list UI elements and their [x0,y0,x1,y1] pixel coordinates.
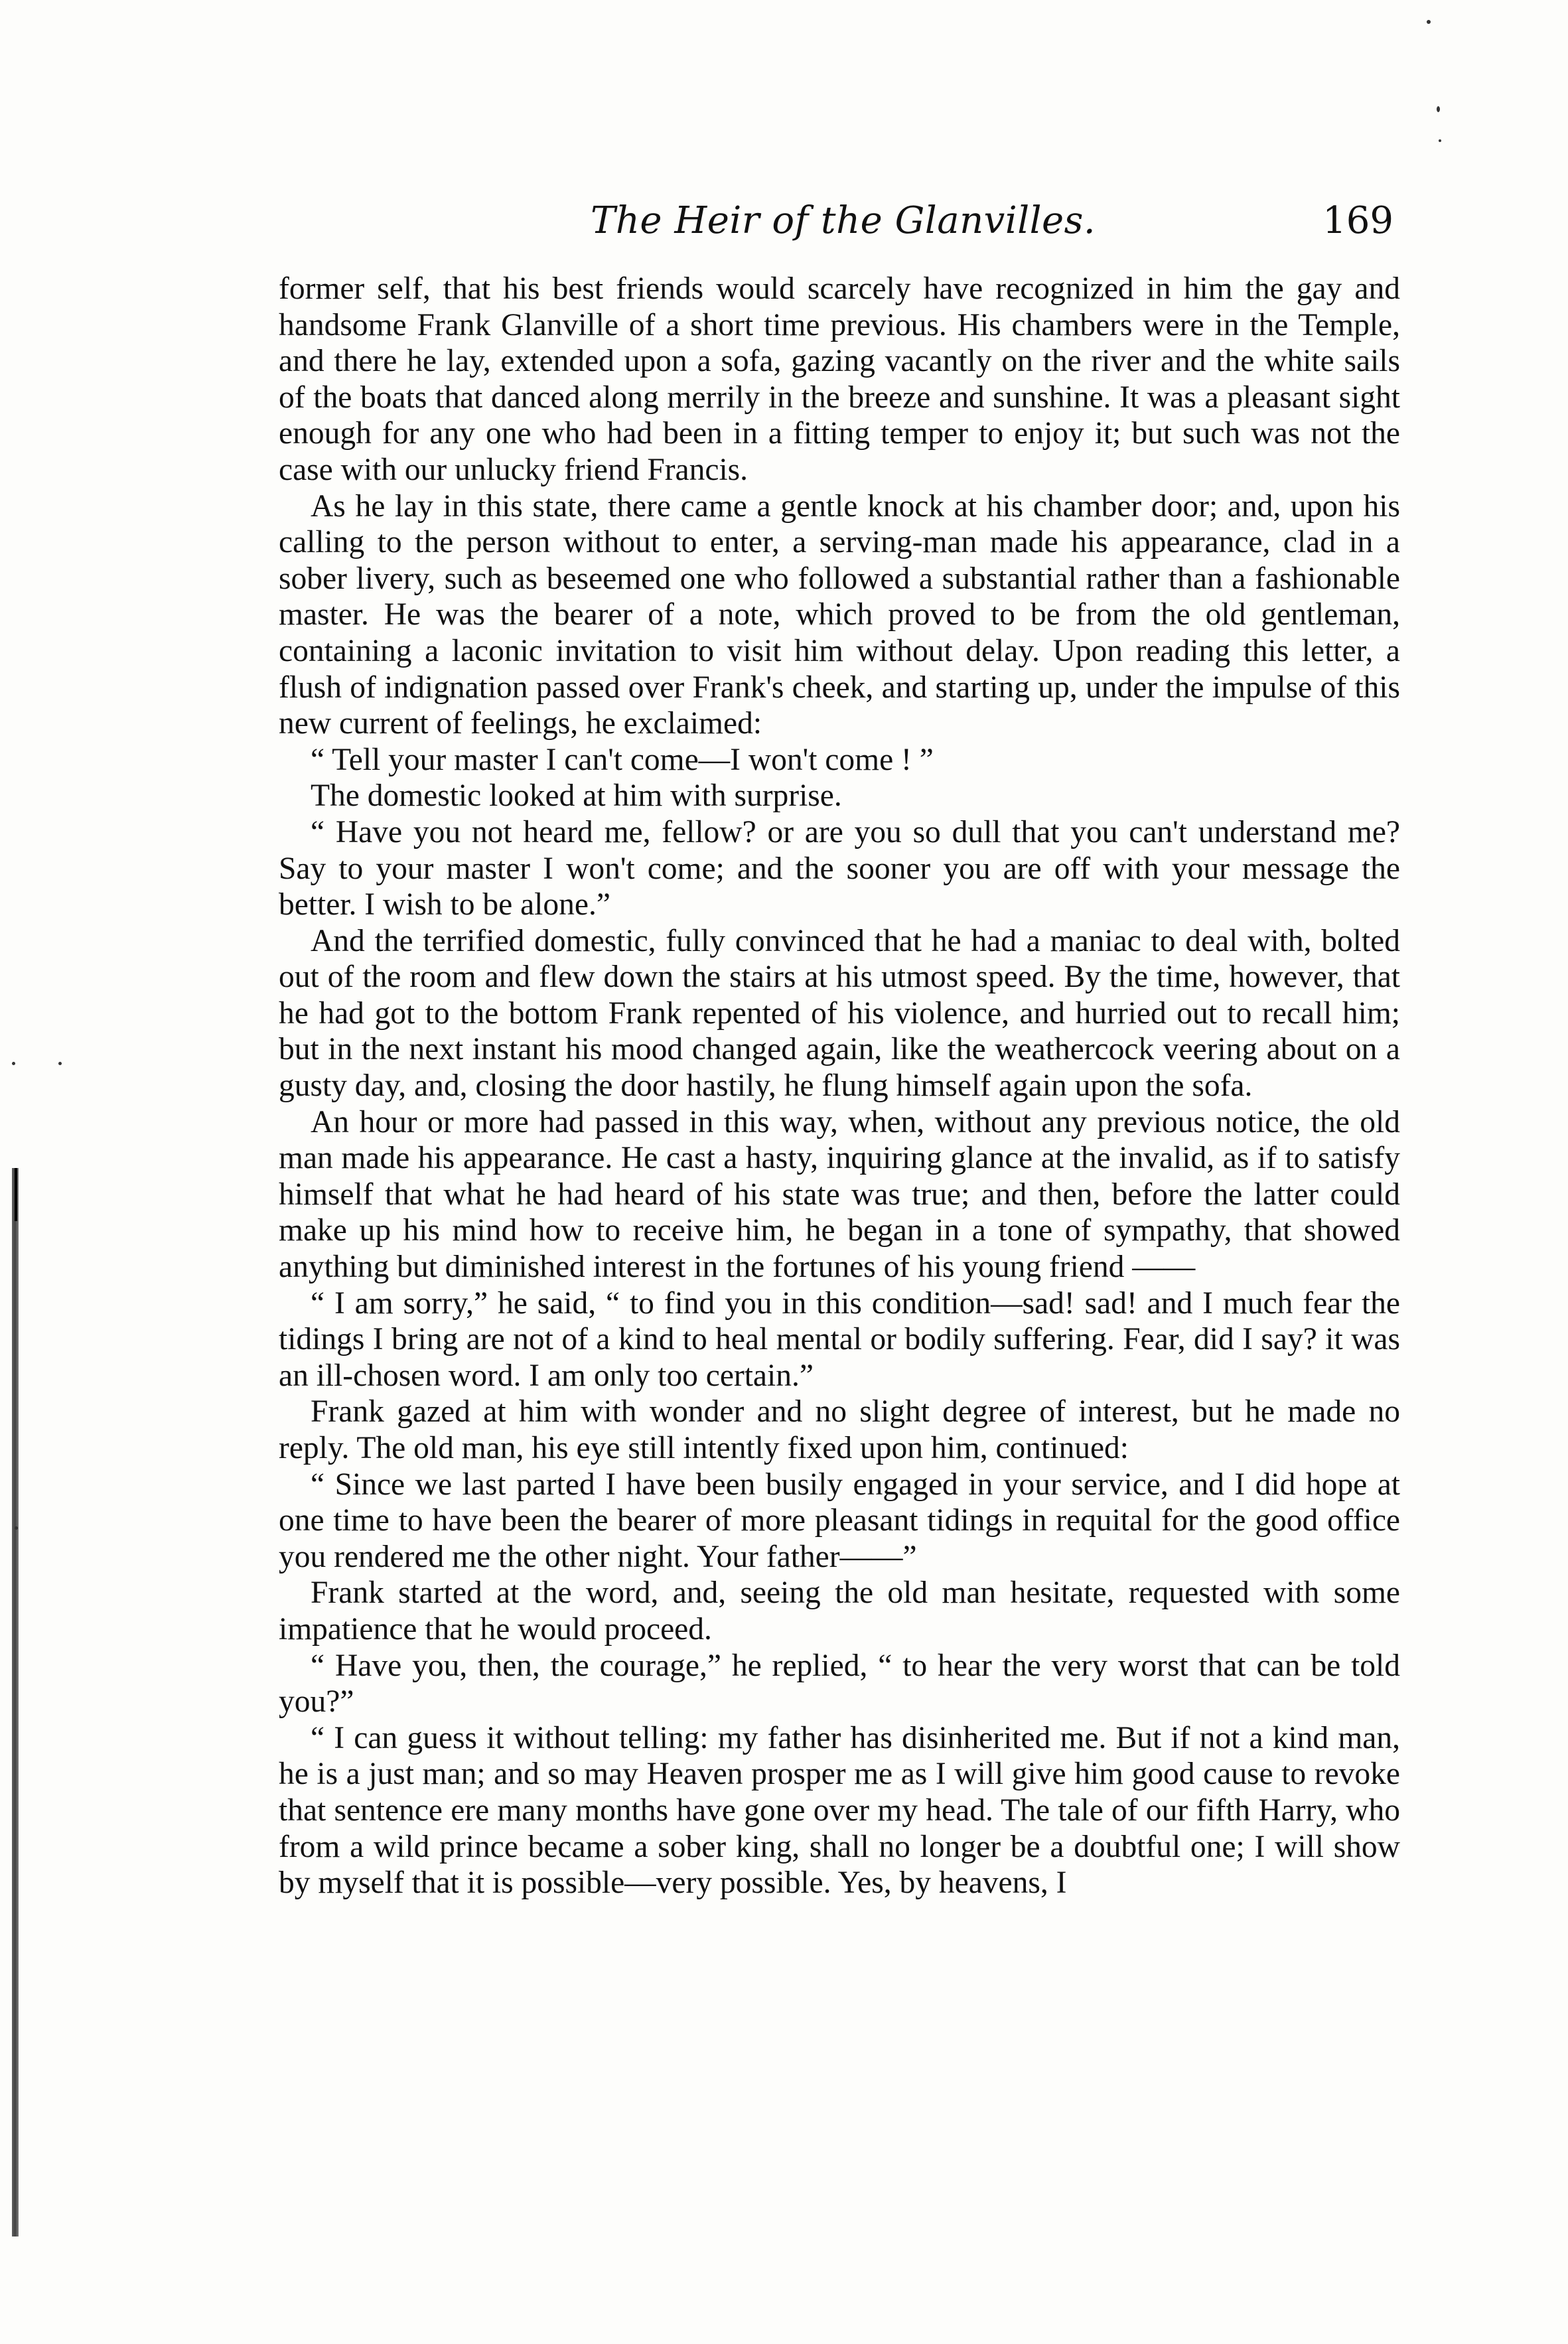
paragraph: “ I can guess it without telling: my father has disinherited me. But if not a kind man, he is a just man; and so may Heaven prosper me as I will give him good cause to revoke that sentence ere many months have gone over my head. The tale of our fifth Harry, who from a wild prince became a sober king, shall no longer be a doubtful one; I will show by myself that it is possible—very possible. Yes, by heavens, I [279,1720,1400,1901]
paragraph: “ Tell your master I can't come—I won't come ! ” [311,742,934,777]
paragraph: And the terrified domestic, fully convinced that he had a maniac to deal with, bolted out of the room and flew down the stairs at his utmost speed. By the time, however, that he had got to the bottom Frank repented of his violence, and hurried out to recall him; but in the next instant his mood changed again, like the weathercock veering about on a gusty day, and, closing the door hastily, he flung himself again upon the sofa. [279,923,1400,1104]
paragraph: “ Have you, then, the courage,” he replied, “ to hear the very worst that can be told you?” [279,1648,1400,1720]
scan-speck [58,1062,62,1065]
scan-speck [1427,20,1431,24]
binding-edge-mark [15,1168,17,1221]
page-header [279,199,1407,265]
paragraph: former self, that his best friends would scarcely have recognized in him the gay and handsome Frank Glanville of a short time previous. His chambers were in the Temple, and there he lay, extended upon a sofa, gazing vacantly on the river and the white sails of the boats that danced along merrily in the breeze and sunshine. It was a pleasant sight enough for any one who had been in a fitting temper to enjoy it; but such was not the case with our unlucky friend Francis. [279,271,1400,487]
scan-speck [1439,139,1441,142]
paragraph: “ Have you not heard me, fellow? or are you so dull that you can't understand me? Say to your master I won't come; and the sooner you are off with your message the better. I wish to be alone.” [279,814,1400,922]
paragraph: As he lay in this state, there came a gentle knock at his chamber door; and, upon his calling to the person without to enter, a serving-man made his appearance, clad in a sober livery, such as beseemed one who followed a substantial rather than a fashionable master. He was the bearer of a note, which proved to be from the old gentleman, containing a laconic invitation to visit him without delay. Upon reading this letter, a flush of indignation passed over Frank's cheek, and starting up, under the impulse of this new current of feelings, he exclaimed: [279,488,1400,741]
paragraph: Frank gazed at him with wonder and no slight degree of interest, but he made no reply. The old man, his eye still intently fixed upon him, continued: [279,1394,1400,1465]
page-number: 169 [1322,199,1393,242]
scan-speck [15,1526,18,1530]
paragraph: The domestic looked at him with surprise. [311,778,842,814]
paragraph: An hour or more had passed in this way, when, without any previous notice, the old man made his appearance. He cast a hasty, inquiring glance at the invalid, as if to satisfy himself that what he had heard of his state was true; and then, before the latter could make up his mind how to receive him, he began in a tone of sympathy, that showed anything but diminished interest in the fortunes of his young friend —— [279,1104,1400,1285]
paragraph: Frank started at the word, and, seeing the old man hesitate, requested with some impatience that he would proceed. [279,1575,1400,1647]
binding-edge-shadow [12,1168,19,2236]
running-title: The Heir of the Glanvilles. [591,199,1096,242]
body-text [279,271,1400,1901]
paragraph: “ I am sorry,” he said, “ to find you in this condition—sad! sad! and I much fear the tidings I bring are not of a kind to heal mental or bodily suffering. Fear, did I say? it was an ill-chosen word. I am only too certain.” [279,1285,1400,1393]
scan-speck [12,1062,15,1065]
paragraph: “ Since we last parted I have been busily engaged in your service, and I did hope at one time to have been the bearer of more pleasant tidings in requital for the good office you rendered me the other night. Your father——” [279,1467,1400,1574]
scan-speck [1437,106,1440,112]
